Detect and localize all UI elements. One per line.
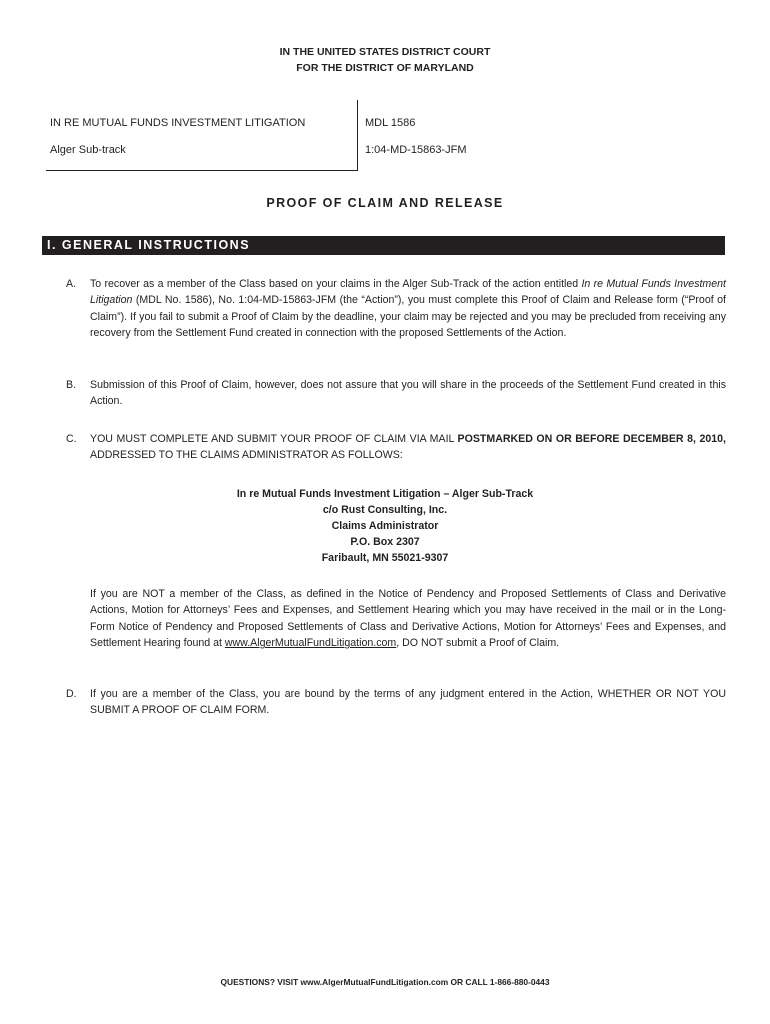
address-line: Claims Administrator [331, 520, 439, 532]
item-letter: D. [66, 688, 77, 700]
section-heading-bar [42, 236, 725, 255]
caption-divider-horizontal [46, 170, 358, 171]
instruction-item-b [66, 377, 726, 410]
court-header [0, 44, 770, 76]
section-heading: I. GENERAL INSTRUCTIONS [47, 238, 251, 252]
item-letter: A. [66, 278, 77, 290]
paragraph-text: If you are NOT a member of the Class, as defined in the Notice of Pendency and Proposed Settlements of Class and Derivative Actions, Motion for Attorneys’ Fees and Expenses, and Settlement Hearing which you may have received in the mail or in the Long-Form Notice of Pendency and Proposed Settlements of Class and Derivative Actions, Motion for Attorneys’ Fees and Expenses, and Settlement Hearing found at [90, 588, 726, 650]
paragraph-text: , DO NOT submit a Proof of Claim. [396, 637, 560, 650]
website-link[interactable]: www.AlgerMutualFundLitigation.com [224, 637, 397, 650]
instruction-item-c [66, 431, 726, 464]
case-name: IN RE MUTUAL FUNDS INVESTMENT LITIGATION [50, 117, 306, 129]
item-body [90, 276, 726, 342]
case-subtrack: Alger Sub-track [50, 144, 126, 156]
address-line: c/o Rust Consulting, Inc. [322, 504, 448, 516]
mdl-number: MDL 1586 [365, 117, 416, 129]
court-name: IN THE UNITED STATES DISTRICT COURT [279, 46, 491, 58]
court-district: FOR THE DISTRICT OF MARYLAND [296, 62, 474, 74]
item-text: YOU MUST COMPLETE AND SUBMIT YOUR PROOF OF CLAIM VIA MAIL [90, 433, 458, 445]
item-letter: B. [66, 379, 77, 391]
item-text: To recover as a member of the Class based on your claims in the Alger Sub-Track of the action entitled [90, 278, 582, 290]
item-text: (MDL No. 1586), No. 1:04-MD-15863-JFM (the “Action”), you must complete this Proof of Claim and Release form (“Proof of Claim”). If you fail to submit a Proof of Claim by the deadline, your claim may be rejected and you may be precluded from receiving any recovery from the Settlement Fund created in connection with the proposed Settlements of the Action. [90, 294, 726, 340]
caption-divider-vertical [357, 100, 358, 171]
item-deadline: POSTMARKED ON OR BEFORE DECEMBER 8, 2010, [457, 433, 726, 445]
item-text: ADDRESSED TO THE CLAIMS ADMINISTRATOR AS FOLLOWS: [90, 449, 403, 462]
mailing-address [0, 486, 770, 566]
address-line: P.O. Box 2307 [350, 536, 420, 548]
item-body: If you are a member of the Class, you are bound by the terms of any judgment entered in the Action, WHETHER OR NOT YOU SUBMIT A PROOF OF CLAIM FORM. [90, 688, 726, 717]
non-member-paragraph [90, 586, 726, 652]
case-caption [46, 100, 726, 172]
address-line: In re Mutual Funds Investment Litigation – Alger Sub-Track [236, 488, 534, 500]
case-number: 1:04-MD-15863-JFM [365, 144, 467, 156]
document-title: PROOF OF CLAIM AND RELEASE [266, 196, 504, 210]
item-letter: C. [66, 433, 77, 445]
item-body [90, 431, 726, 464]
instruction-item-a [66, 276, 726, 342]
address-line: Faribault, MN 55021-9307 [321, 552, 449, 564]
item-italic-text: In re Mutual Funds Investment Litigation [90, 278, 726, 307]
instruction-item-d [66, 686, 726, 719]
item-body: Submission of this Proof of Claim, however, does not assure that you will share in the proceeds of the Settlement Fund created in this Action. [90, 379, 726, 408]
page-footer: QUESTIONS? VISIT www.AlgerMutualFundLitigation.com OR CALL 1-866-880-0443 [220, 977, 550, 987]
